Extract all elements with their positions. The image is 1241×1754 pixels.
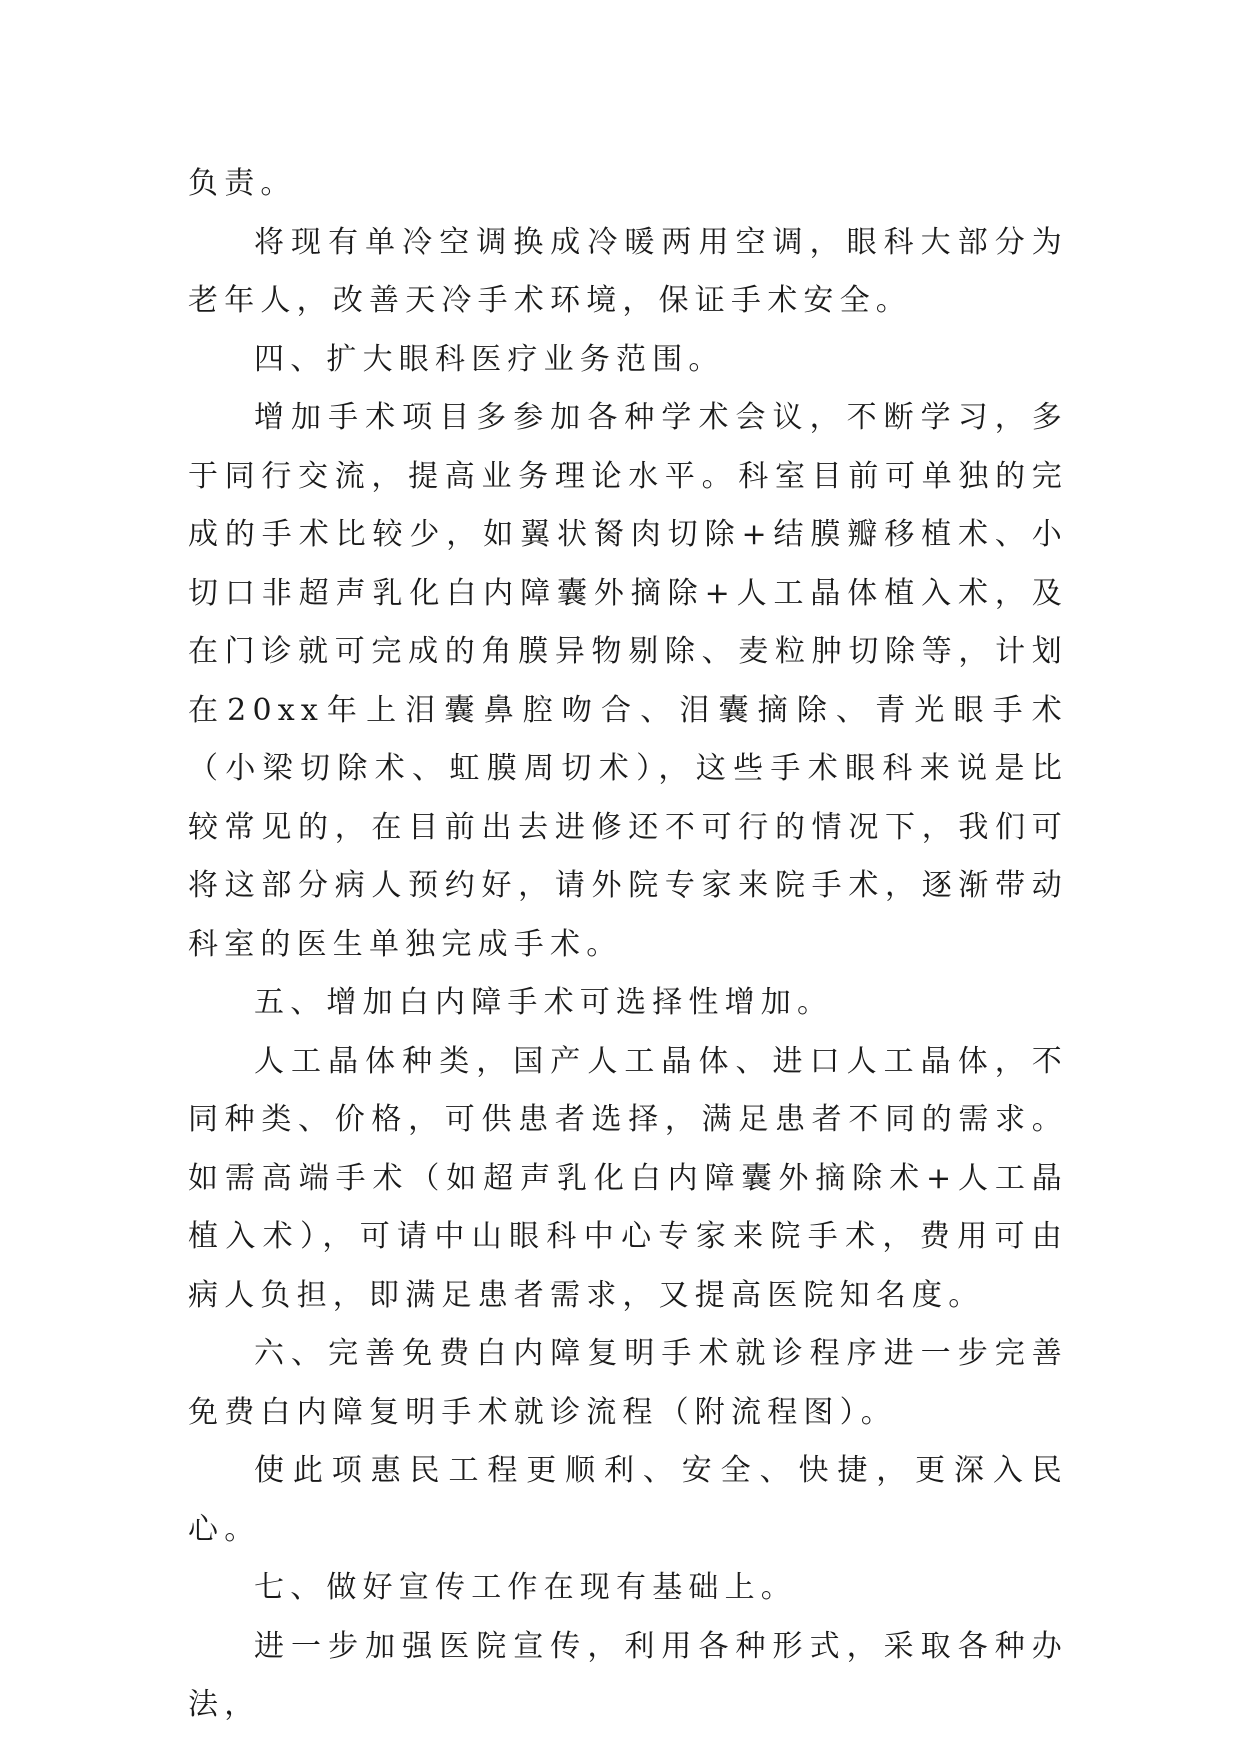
paragraph: 使此项惠民工程更顺利、安全、快捷，更深入民心。 <box>188 1453 1068 1547</box>
section-heading: 四、扩大眼科医疗业务范围。 <box>254 341 725 377</box>
section-heading: 六、完善免费白内障复明手术就诊程序进一步完善免费白内障复明手术就诊流程（附流程图）。 <box>188 1336 1068 1430</box>
paragraph: 将现有单冷空调换成冷暖两用空调，眼科大部分为老年人，改善天冷手术环境，保证手术安全。 <box>188 224 1068 318</box>
paragraph: 负责。 <box>188 166 297 201</box>
paragraph: 增加手术项目多参加各种学术会议，不断学习，多于同行交流，提高业务理论水平。科室目前可单独的完成的手术比较少，如翼状胬肉切除+结膜瓣移植术、小切口非超声乳化白内障囊外摘除+人工晶体植入术，及在门诊就可完成的角膜异物剔除、麦粒肿切除等，计划在20xx年上泪囊鼻腔吻合、泪囊摘除、青光眼手术（小梁切除术、虹膜周切术），这些手术眼科来说是比较常见的，在目前出去进修还不可行的情况下，我们可将这部分病人预约好，请外院专家来院手术，逐渐带动科室的医生单独完成手术。 <box>188 400 1068 962</box>
paragraph: 人工晶体种类，国产人工晶体、进口人工晶体，不同种类、价格，可供患者选择，满足患者不同的需求。如需高端手术（如超声乳化白内障囊外摘除术+人工晶植入术），可请中山眼科中心专家来院手术，费用可由病人负担，即满足患者需求，又提高医院知名度。 <box>188 1043 1068 1313</box>
section-heading: 七、做好宣传工作在现有基础上。 <box>254 1570 797 1605</box>
document-body <box>188 155 1068 1735</box>
paragraph: 进一步加强医院宣传，利用各种形式，采取各种办法， <box>188 1628 1068 1722</box>
section-heading: 五、增加白内障手术可选择性增加。 <box>254 985 834 1020</box>
